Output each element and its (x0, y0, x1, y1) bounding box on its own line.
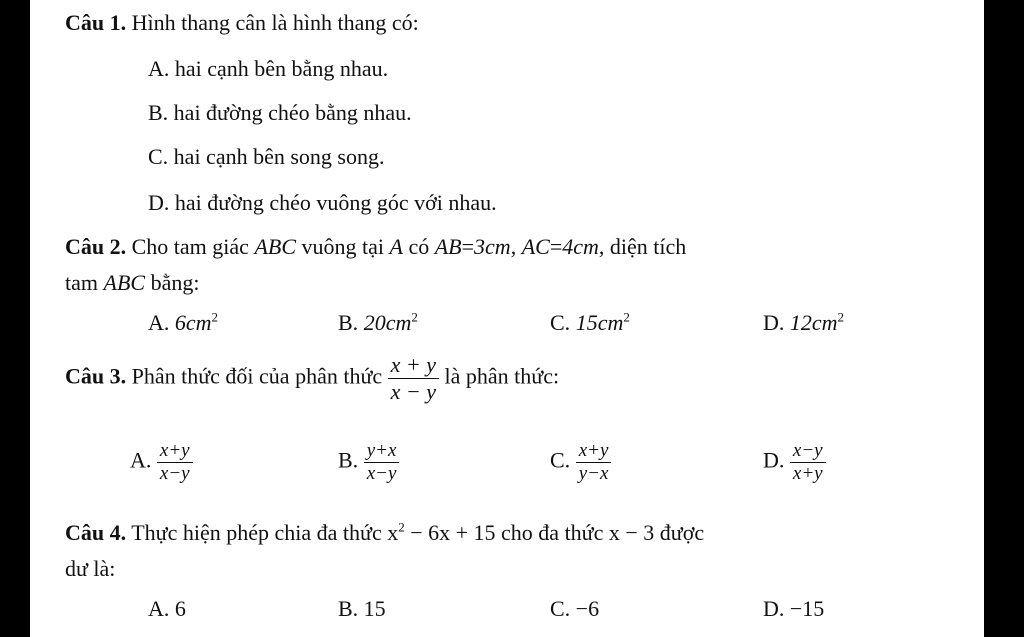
question-2-vertex: A (389, 234, 403, 259)
question-3-option-b-numerator: y+x (364, 440, 400, 463)
question-2-label: Câu 2. (65, 234, 127, 259)
question-3-option-d (763, 440, 826, 485)
question-1 (65, 10, 419, 36)
document-page (30, 0, 984, 637)
question-3-main-numerator: x + y (388, 352, 439, 379)
question-2-option-a-letter: A. (148, 310, 170, 335)
question-2-text-a: Cho tam giác (131, 234, 249, 259)
question-3-option-c (550, 440, 611, 485)
question-3-option-d-numerator: x−y (790, 440, 826, 463)
question-3-option-c-denominator: y−x (578, 463, 609, 484)
question-2-option-c (550, 310, 630, 336)
question-1-label: Câu 1. (65, 10, 127, 35)
question-2-option-b-value: 20cm (363, 310, 412, 335)
question-3-option-d-letter: D. (763, 447, 785, 473)
question-2-option-d-value: 12cm (789, 310, 838, 335)
question-2-ac-value: 4cm (562, 234, 599, 259)
question-2-ab-value: 3cm (474, 234, 511, 259)
question-1-option-b: B. hai đường chéo bằng nhau. (148, 100, 412, 125)
question-2 (65, 234, 686, 260)
question-4-label: Câu 4. (65, 520, 127, 545)
question-4-option-d: D. −15 (763, 596, 825, 621)
question-2-option-c-exp: 2 (623, 309, 630, 325)
question-3 (65, 352, 559, 405)
question-2-ab: AB (434, 234, 462, 259)
question-2-option-c-letter: C. (550, 310, 571, 335)
question-2-text-e: tam (65, 270, 98, 295)
question-2-text-c: có (408, 234, 430, 259)
question-3-label: Câu 3. (65, 363, 127, 389)
question-2-text-d: , diện tích (598, 234, 687, 259)
question-2-option-b-exp: 2 (411, 309, 418, 325)
question-2-option-d-exp: 2 (837, 309, 845, 325)
question-2-option-a-exp: 2 (211, 309, 219, 325)
question-1-option-a: A. hai cạnh bên bằng nhau. (148, 56, 389, 81)
question-4-option-c: C. −6 (550, 596, 600, 621)
question-4-text-c: dư là: (65, 556, 116, 581)
question-2-text-b: vuông tại (301, 234, 384, 259)
question-4 (65, 520, 704, 546)
question-1-option-c: C. hai cạnh bên song song. (148, 144, 385, 169)
question-2-option-b-letter: B. (338, 310, 359, 335)
question-2-triangle-2: ABC (103, 270, 146, 295)
question-3-option-a-letter: A. (130, 447, 152, 473)
question-3-option-a-fraction (157, 440, 193, 485)
question-3-option-c-letter: C. (550, 447, 571, 473)
question-3-option-b (338, 440, 399, 485)
question-1-text: Hình thang cân là hình thang có: (131, 10, 419, 35)
question-3-main-fraction (388, 352, 439, 405)
question-3-text-a: Phân thức đối của phân thức (131, 363, 383, 389)
question-3-option-a-numerator: x+y (157, 440, 193, 463)
question-3-option-a-denominator: x−y (159, 463, 190, 484)
question-1-option-d: D. hai đường chéo vuông góc với nhau. (148, 190, 497, 215)
question-2-eq-1: = (461, 234, 475, 259)
question-2-triangle: ABC (254, 234, 296, 259)
question-2-option-a (148, 310, 218, 336)
question-2-eq-2: = (549, 234, 563, 259)
question-2-line-2 (65, 270, 199, 296)
question-2-option-d-letter: D. (763, 310, 785, 335)
question-3-option-a (130, 440, 193, 485)
question-2-option-b (338, 310, 418, 336)
question-3-text-b: là phân thức: (444, 363, 560, 389)
question-3-option-b-denominator: x−y (366, 463, 397, 484)
question-3-option-c-numerator: x+y (576, 440, 612, 463)
question-4-text-b: − 6x + 15 cho đa thức x − 3 được (410, 520, 705, 545)
question-3-option-c-fraction (576, 440, 612, 485)
question-4-text-a: Thực hiện phép chia đa thức x (131, 520, 399, 545)
question-2-option-c-value: 15cm (575, 310, 624, 335)
question-3-option-b-letter: B. (338, 447, 359, 473)
question-3-option-b-fraction (364, 440, 400, 485)
question-2-comma: , (510, 234, 517, 259)
question-4-option-b: B. 15 (338, 596, 386, 621)
question-3-option-d-fraction (790, 440, 826, 485)
question-3-option-d-denominator: x+y (792, 463, 823, 484)
question-4-option-a: A. 6 (148, 596, 186, 621)
question-2-ac: AC (521, 234, 550, 259)
question-2-option-a-value: 6cm (174, 310, 212, 335)
question-4-exp: 2 (398, 519, 405, 535)
question-2-text-f: bằng: (150, 270, 200, 295)
question-2-option-d (763, 310, 844, 336)
question-3-main-denominator: x − y (390, 379, 437, 404)
